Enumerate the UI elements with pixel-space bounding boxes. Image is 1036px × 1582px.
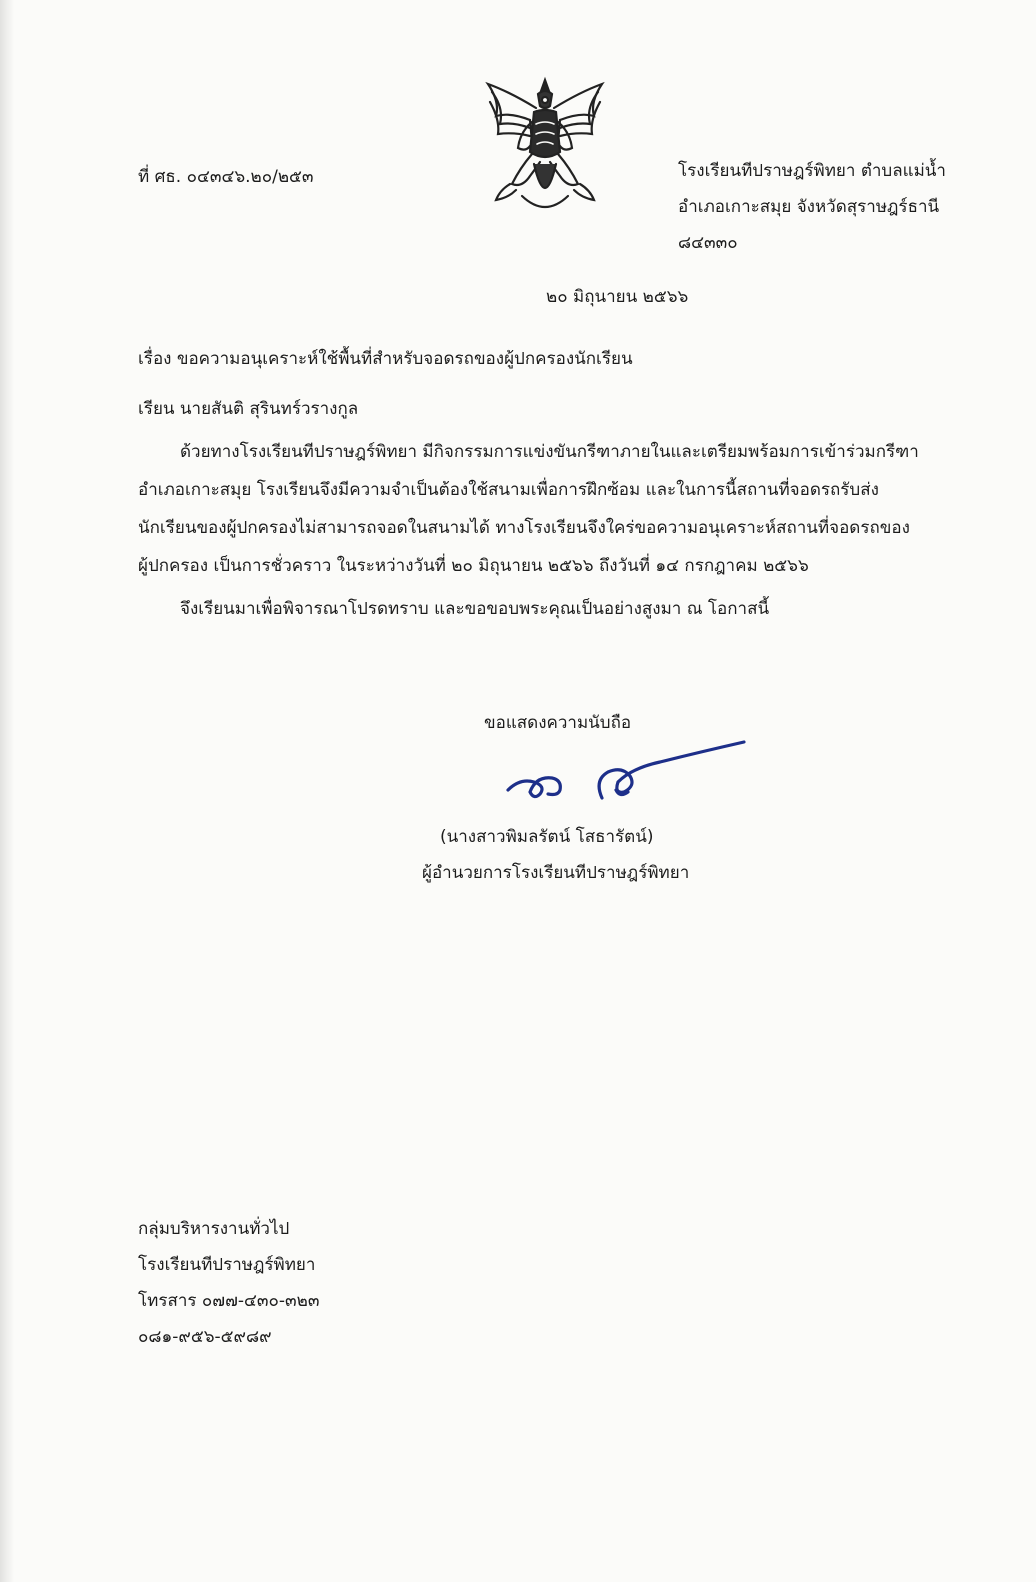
footer-phone: ๐๘๑-๙๕๖-๕๙๘๙ <box>138 1327 272 1347</box>
letter-date: ๒๐ มิถุนายน ๒๕๖๖ <box>546 287 689 307</box>
school-postal-code: ๘๔๓๓๐ <box>678 233 738 253</box>
school-address-line1: โรงเรียนทีปราษฎร์พิทยา ตำบลแม่น้ำ <box>678 161 946 181</box>
letter-recipient: เรียน นายสันติ สุรินทร์วรางกูล <box>138 399 359 419</box>
school-address-line2: อำเภอเกาะสมุย จังหวัดสุราษฎร์ธานี <box>678 197 940 217</box>
footer-fax: โทรสาร ๐๗๗-๔๓๐-๓๒๓ <box>138 1291 320 1311</box>
reference-number: ที่ ศธ. ๐๔๓๔๖.๒๐/๒๕๓ <box>138 167 314 187</box>
signer-name: (นางสาวพิมลรัตน์ โสธารัตน์) <box>440 827 654 847</box>
closing-paragraph: จึงเรียนมาเพื่อพิจารณาโปรดทราบ และขอขอบพระคุณเป็นอย่างสูงมา ณ โอกาสนี้ <box>180 599 770 619</box>
page-edge-shadow <box>0 0 14 1582</box>
handwritten-signature <box>490 728 760 808</box>
paragraph-line: ผู้ปกครอง เป็นการชั่วคราว ในระหว่างวันที่ ๒๐ มิถุนายน ๒๕๖๖ ถึงวันที่ ๑๔ กรกฎาคม ๒๕๖๖ <box>138 556 809 576</box>
paragraph-line: อำเภอเกาะสมุย โรงเรียนจึงมีความจำเป็นต้องใช้สนามเพื่อการฝึกซ้อม และในการนี้สถานที่จอดรถรับส่ง <box>138 480 879 500</box>
footer-school: โรงเรียนทีปราษฎร์พิทยา <box>138 1255 316 1275</box>
paragraph-line: นักเรียนของผู้ปกครองไม่สามารถจอดในสนามได้ ทางโรงเรียนจึงใคร่ขอความอนุเคราะห์สถานที่จอดรถของ <box>138 518 910 538</box>
letter-subject: เรื่อง ขอความอนุเคราะห์ใช้พื้นที่สำหรับจอดรถของผู้ปกครองนักเรียน <box>138 349 633 369</box>
signer-title: ผู้อำนวยการโรงเรียนทีปราษฎร์พิทยา <box>422 863 690 883</box>
paragraph-line: ด้วยทางโรงเรียนทีปราษฎร์พิทยา มีกิจกรรมการแข่งขันกรีฑาภายในและเตรียมพร้อมการเข้าร่วมกรีฑา <box>180 442 919 462</box>
garuda-emblem-icon <box>470 72 620 222</box>
footer-department: กลุ่มบริหารงานทั่วไป <box>138 1219 290 1239</box>
closing-regards: ขอแสดงความนับถือ <box>484 713 632 733</box>
